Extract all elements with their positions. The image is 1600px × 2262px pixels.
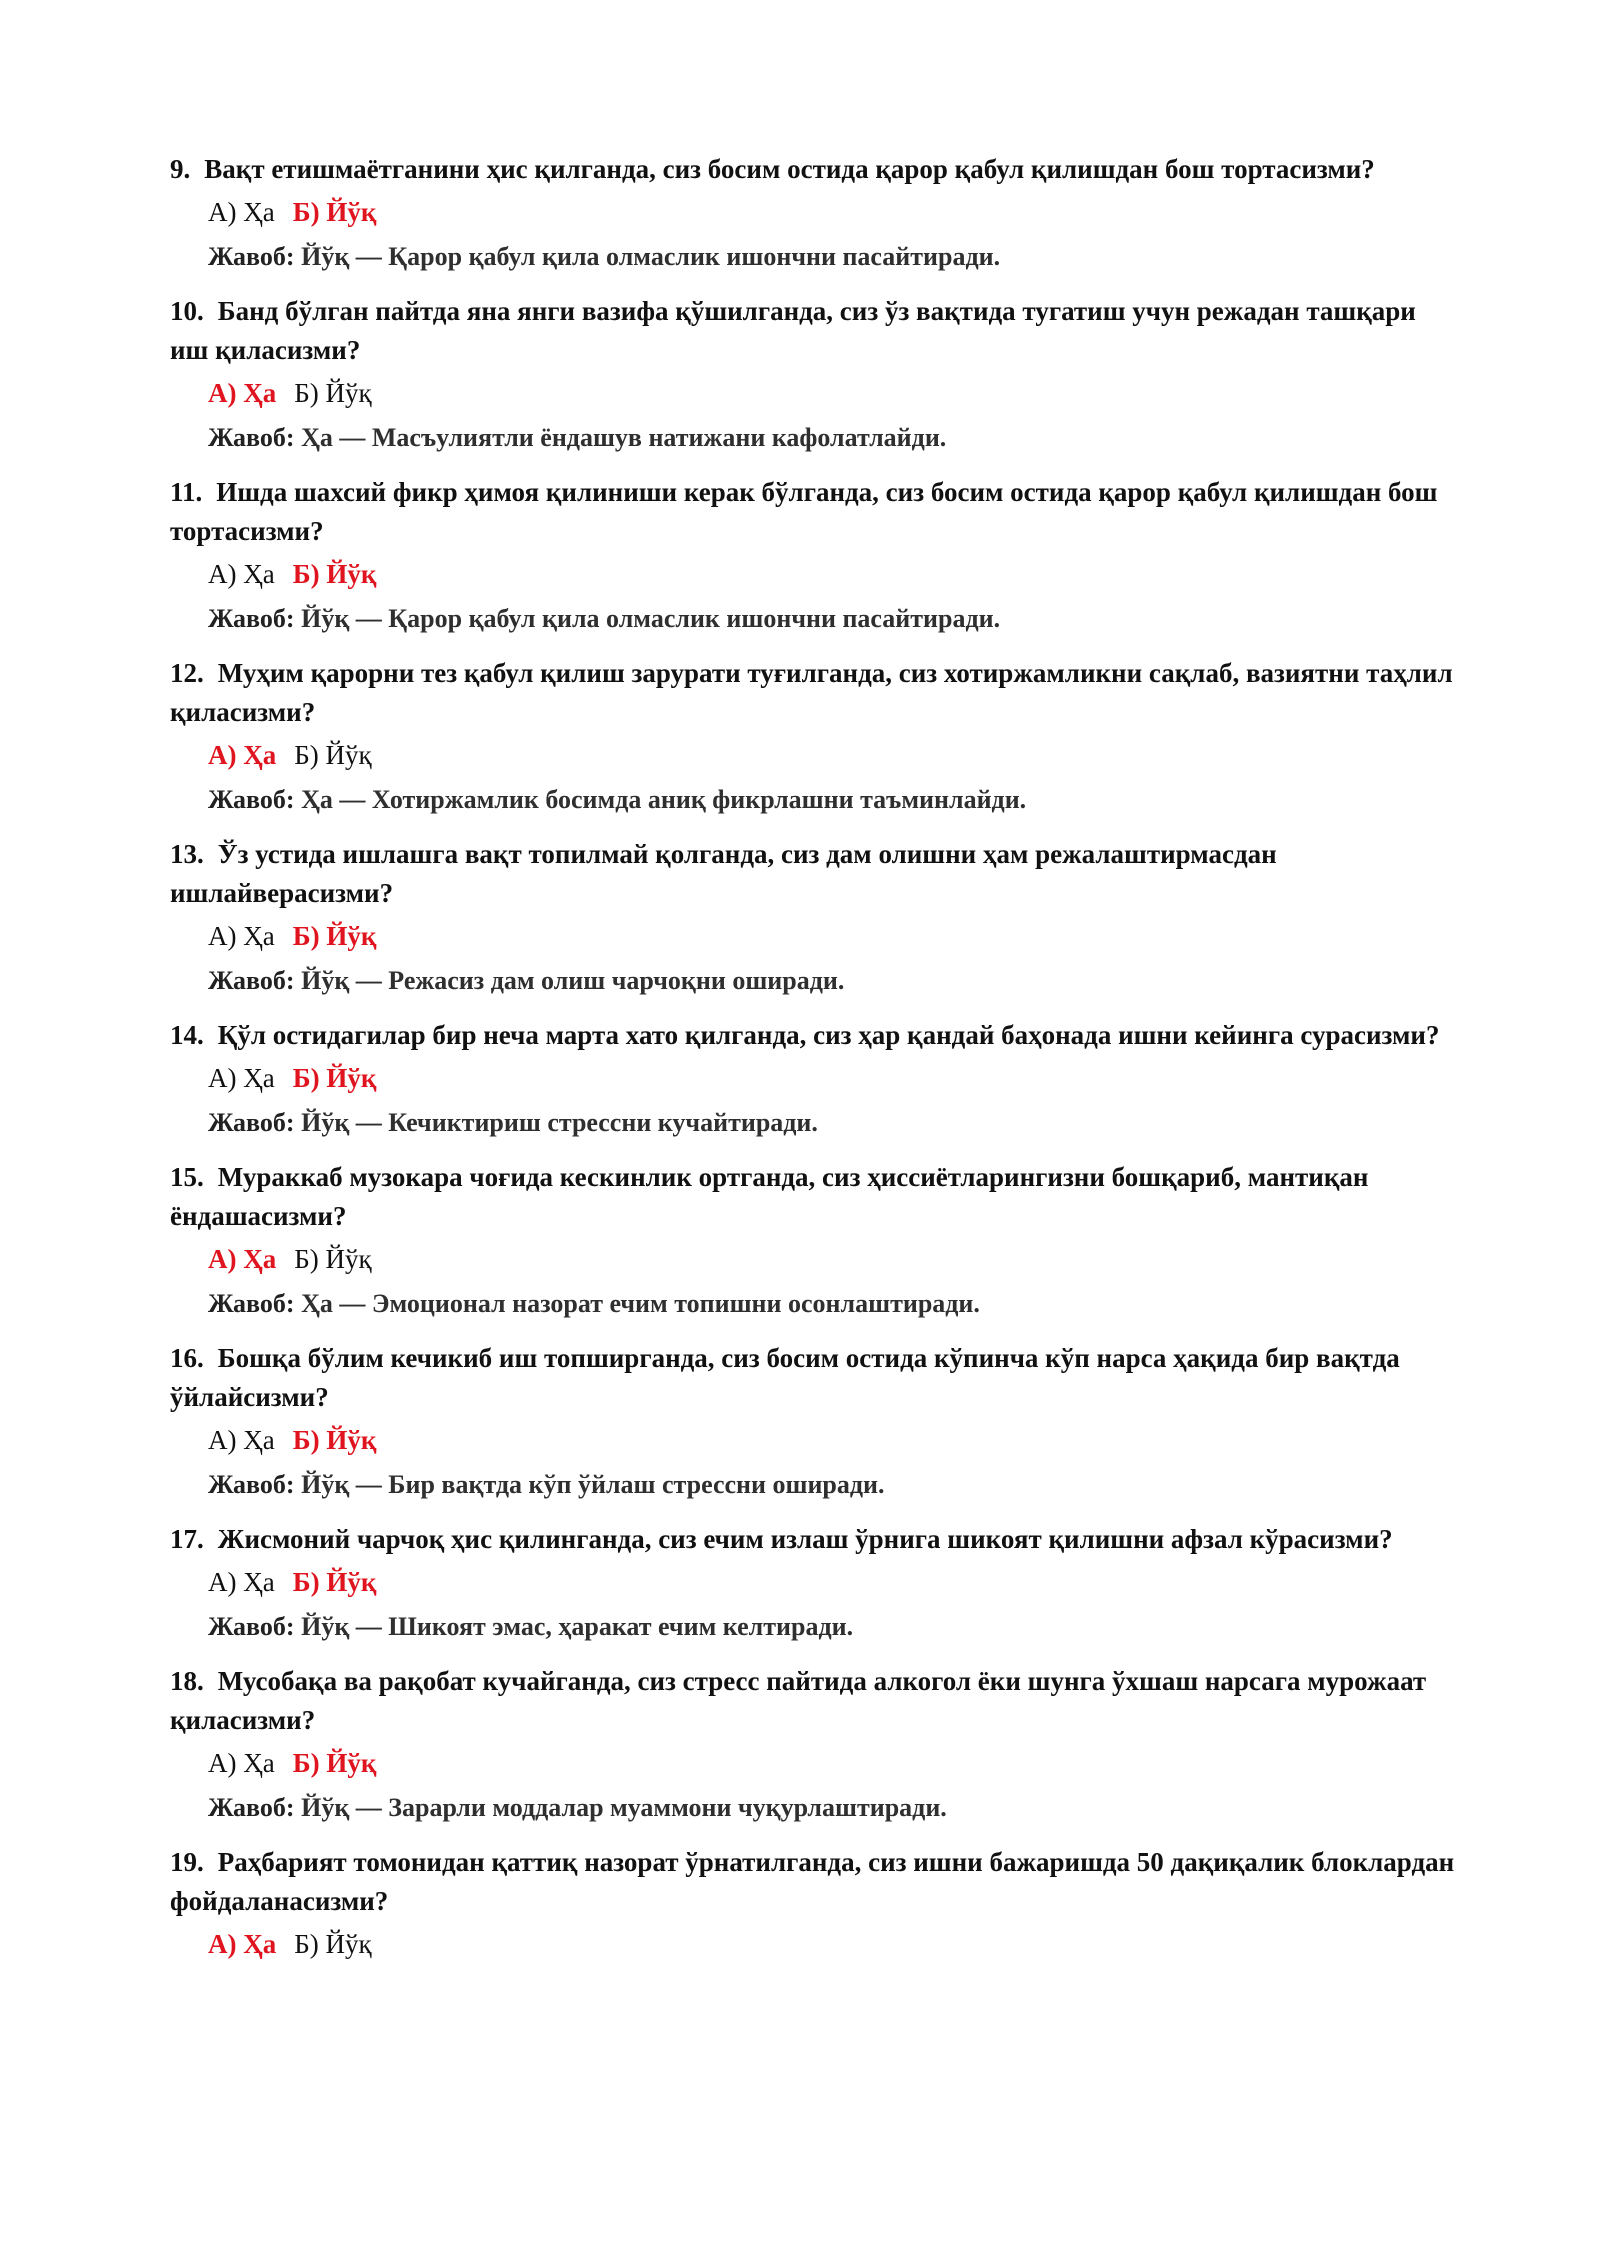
answer-label: Жавоб: bbox=[208, 242, 295, 271]
option-b[interactable]: Б) Йўқ bbox=[294, 1244, 372, 1274]
question-body: Қўл остидагилар бир неча марта хато қилганда, сиз ҳар қандай баҳонада ишни кейинга сурасизми? bbox=[217, 1020, 1440, 1050]
answer-text: Йўқ — Қарор қабул қила олмаслик ишончни пасайтиради. bbox=[301, 604, 1001, 633]
answer-options bbox=[170, 1421, 1460, 1460]
option-b[interactable]: Б) Йўқ bbox=[294, 378, 372, 408]
question-list bbox=[170, 150, 1460, 1964]
answer-label: Жавоб: bbox=[208, 1793, 295, 1822]
answer-options bbox=[170, 1563, 1460, 1602]
answer-text: Ҳа — Масъулиятли ёндашув натижани кафолатлайди. bbox=[301, 423, 947, 452]
answer-explanation bbox=[170, 781, 1460, 819]
answer-text: Йўқ — Зарарли моддалар муаммони чуқурлаштиради. bbox=[301, 1793, 947, 1822]
option-b-correct[interactable]: Б) Йўқ bbox=[292, 1425, 377, 1455]
question-text bbox=[170, 1158, 1460, 1236]
option-a-correct[interactable]: А) Ҳа bbox=[208, 740, 277, 770]
option-a[interactable]: А) Ҳа bbox=[208, 1748, 275, 1778]
question-text bbox=[170, 1016, 1460, 1055]
answer-options bbox=[170, 1240, 1460, 1279]
answer-label: Жавоб: bbox=[208, 785, 295, 814]
answer-text: Йўқ — Шикоят эмас, ҳаракат ечим келтиради. bbox=[301, 1612, 854, 1641]
answer-options bbox=[170, 1059, 1460, 1098]
answer-options bbox=[170, 555, 1460, 594]
option-b-correct[interactable]: Б) Йўқ bbox=[292, 1567, 377, 1597]
question-item bbox=[170, 1339, 1460, 1504]
option-a[interactable]: А) Ҳа bbox=[208, 1063, 275, 1093]
question-text bbox=[170, 1662, 1460, 1740]
option-a-correct[interactable]: А) Ҳа bbox=[208, 378, 277, 408]
question-text bbox=[170, 150, 1460, 189]
question-item bbox=[170, 1843, 1460, 1964]
answer-explanation bbox=[170, 962, 1460, 1000]
question-item bbox=[170, 1520, 1460, 1646]
answer-text: Ҳа — Эмоционал назорат ечим топишни осонлаштиради. bbox=[301, 1289, 980, 1318]
quiz-page bbox=[170, 150, 1460, 1980]
question-body: Ўз устида ишлашга вақт топилмай қолганда, сиз дам олишни ҳам режалаштирмасдан ишлайверасизми? bbox=[170, 839, 1277, 908]
question-text bbox=[170, 1843, 1460, 1921]
answer-explanation bbox=[170, 1608, 1460, 1646]
question-item bbox=[170, 1016, 1460, 1142]
question-body: Мусобақа ва рақобат кучайганда, сиз стресс пайтида алкогол ёки шунга ўхшаш нарсага мурожаат қиласизми? bbox=[170, 1666, 1427, 1735]
answer-label: Жавоб: bbox=[208, 1470, 295, 1499]
option-b-correct[interactable]: Б) Йўқ bbox=[292, 559, 377, 589]
option-b[interactable]: Б) Йўқ bbox=[294, 1929, 372, 1959]
question-text bbox=[170, 1339, 1460, 1417]
question-item bbox=[170, 473, 1460, 638]
option-a[interactable]: А) Ҳа bbox=[208, 921, 275, 951]
question-body: Вақт етишмаётганини ҳис қилганда, сиз босим остида қарор қабул қилишдан бош тортасизми? bbox=[204, 154, 1375, 184]
question-item bbox=[170, 1158, 1460, 1323]
question-body: Муҳим қарорни тез қабул қилиш зарурати туғилганда, сиз хотиржамликни сақлаб, вазиятни таҳлил қиласизми? bbox=[170, 658, 1453, 727]
answer-label: Жавоб: bbox=[208, 423, 295, 452]
question-body: Банд бўлган пайтда яна янги вазифа қўшилганда, сиз ўз вақтида тугатиш учун режадан ташқари иш қиласизми? bbox=[170, 296, 1416, 365]
question-number: 10. bbox=[170, 296, 204, 326]
answer-explanation bbox=[170, 1104, 1460, 1142]
answer-options bbox=[170, 193, 1460, 232]
option-b-correct[interactable]: Б) Йўқ bbox=[292, 197, 377, 227]
question-body: Жисмоний чарчоқ ҳис қилинганда, сиз ечим излаш ўрнига шикоят қилишни афзал кўрасизми? bbox=[217, 1524, 1393, 1554]
option-a[interactable]: А) Ҳа bbox=[208, 1567, 275, 1597]
question-number: 9. bbox=[170, 154, 191, 184]
question-text bbox=[170, 473, 1460, 551]
question-text bbox=[170, 292, 1460, 370]
answer-options bbox=[170, 374, 1460, 413]
answer-options bbox=[170, 1925, 1460, 1964]
answer-text: Йўқ — Бир вақтда кўп ўйлаш стрессни оширади. bbox=[301, 1470, 885, 1499]
option-a[interactable]: А) Ҳа bbox=[208, 559, 275, 589]
answer-explanation bbox=[170, 600, 1460, 638]
question-item bbox=[170, 835, 1460, 1000]
question-text bbox=[170, 654, 1460, 732]
question-number: 19. bbox=[170, 1847, 204, 1877]
answer-text: Ҳа — Хотиржамлик босимда аниқ фикрлашни таъминлайди. bbox=[301, 785, 1027, 814]
question-body: Раҳбарият томонидан қаттиқ назорат ўрнатилганда, сиз ишни бажаришда 50 дақиқалик блоклардан фойдаланасизми? bbox=[170, 1847, 1455, 1916]
answer-label: Жавоб: bbox=[208, 1289, 295, 1318]
answer-explanation bbox=[170, 1285, 1460, 1323]
answer-label: Жавоб: bbox=[208, 966, 295, 995]
answer-label: Жавоб: bbox=[208, 1108, 295, 1137]
question-body: Мураккаб музокара чоғида кескинлик ортганда, сиз ҳиссиётларингизни бошқариб, мантиқан ёндашасизми? bbox=[170, 1162, 1369, 1231]
answer-label: Жавоб: bbox=[208, 604, 295, 633]
question-number: 18. bbox=[170, 1666, 204, 1696]
option-b[interactable]: Б) Йўқ bbox=[294, 740, 372, 770]
question-number: 13. bbox=[170, 839, 204, 869]
question-body: Бошқа бўлим кечикиб иш топширганда, сиз босим остида кўпинча кўп нарса ҳақида бир вақтда ўйлайсизми? bbox=[170, 1343, 1400, 1412]
answer-options bbox=[170, 736, 1460, 775]
option-a-correct[interactable]: А) Ҳа bbox=[208, 1244, 277, 1274]
question-text bbox=[170, 1520, 1460, 1559]
option-b-correct[interactable]: Б) Йўқ bbox=[292, 1748, 377, 1778]
answer-options bbox=[170, 1744, 1460, 1783]
answer-label: Жавоб: bbox=[208, 1612, 295, 1641]
question-number: 17. bbox=[170, 1524, 204, 1554]
question-number: 15. bbox=[170, 1162, 204, 1192]
answer-explanation bbox=[170, 1466, 1460, 1504]
question-text bbox=[170, 835, 1460, 913]
answer-explanation bbox=[170, 1789, 1460, 1827]
answer-text: Йўқ — Кечиктириш стрессни кучайтиради. bbox=[301, 1108, 818, 1137]
question-number: 16. bbox=[170, 1343, 204, 1373]
answer-explanation bbox=[170, 238, 1460, 276]
option-a-correct[interactable]: А) Ҳа bbox=[208, 1929, 277, 1959]
question-number: 12. bbox=[170, 658, 204, 688]
option-b-correct[interactable]: Б) Йўқ bbox=[292, 921, 377, 951]
answer-explanation bbox=[170, 419, 1460, 457]
question-number: 11. bbox=[170, 477, 203, 507]
question-item bbox=[170, 150, 1460, 276]
answer-text: Йўқ — Режасиз дам олиш чарчоқни оширади. bbox=[301, 966, 845, 995]
answer-text: Йўқ — Қарор қабул қила олмаслик ишончни пасайтиради. bbox=[301, 242, 1001, 271]
question-body: Ишда шахсий фикр ҳимоя қилиниши керак бўлганда, сиз босим остида қарор қабул қилишдан бош тортасизми? bbox=[170, 477, 1438, 546]
question-item bbox=[170, 1662, 1460, 1827]
question-item bbox=[170, 292, 1460, 457]
answer-options bbox=[170, 917, 1460, 956]
option-b-correct[interactable]: Б) Йўқ bbox=[292, 1063, 377, 1093]
question-number: 14. bbox=[170, 1020, 204, 1050]
option-a[interactable]: А) Ҳа bbox=[208, 1425, 275, 1455]
option-a[interactable]: А) Ҳа bbox=[208, 197, 275, 227]
question-item bbox=[170, 654, 1460, 819]
